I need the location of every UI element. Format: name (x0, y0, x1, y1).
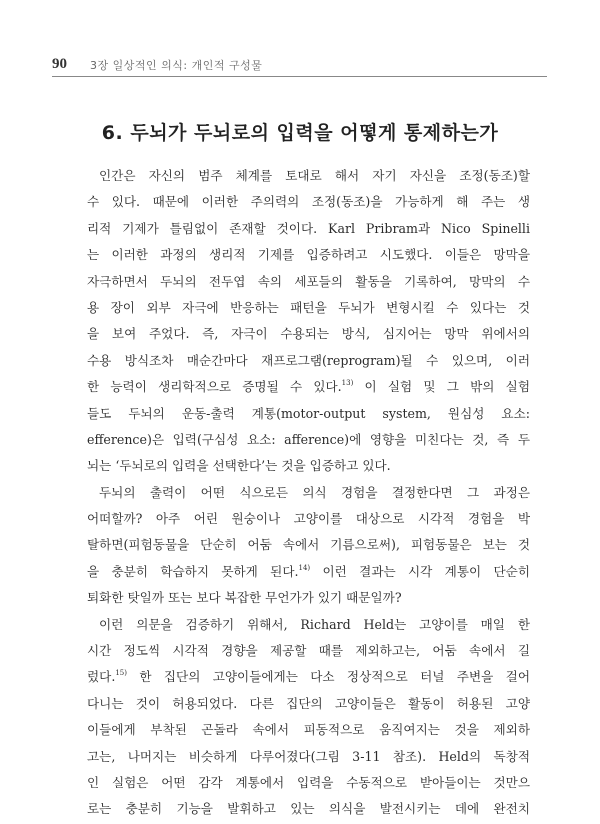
line-text: 리적 기제가 틀림없이 존재할 것이다. Karl Pribram과 Nico Spinelli (87, 220, 530, 236)
section-title: 6. 두뇌가 두뇌로의 입력을 어떻게 통제하는가 (101, 122, 499, 144)
text-line (87, 163, 530, 189)
line-text: 렀다. (87, 669, 116, 685)
page-number: 90 (52, 56, 67, 72)
line-text: 인간은 자신의 범주 체계를 토대로 해서 자기 자신을 조정(동조)할 (99, 168, 530, 183)
footnote-marker: 13) (341, 379, 354, 388)
text-line (87, 717, 530, 743)
line-text-continued: 한 집단의 고양이들에게는 다소 정상적으로 터널 주변을 걸어 (126, 669, 530, 685)
text-line (87, 532, 530, 558)
text-line (87, 770, 530, 796)
line-text: 뇌는 ‘두뇌로의 입력을 선택한다’는 것을 입증하고 있다. (87, 458, 391, 474)
line-text: 고는, 나머지는 비슷하게 다루어졌다(그림 3-11 참조). Held의 독창적 (87, 748, 530, 764)
line-text: 는 이러한 과정의 생리적 기제를 입증하려고 시도했다. 이들은 망막을 (87, 247, 530, 263)
text-line (87, 691, 530, 717)
line-text: 을 보여 주었다. 즉, 자극이 수용되는 방식, 심지어는 망막 위에서의 (87, 326, 530, 342)
footnote-marker: 14) (298, 563, 311, 572)
text-line (87, 348, 530, 374)
line-text: 두뇌의 출력이 어떤 식으로든 의식 경험을 결정한다면 그 과정은 (99, 484, 530, 500)
text-line (87, 321, 530, 347)
text-line (87, 374, 530, 400)
footnote-marker: 15) (115, 669, 127, 678)
line-text: 자극하면서 두뇌의 전두엽 속의 세포들의 활동을 기록하여, 망막의 수 (87, 273, 530, 289)
text-line (87, 427, 530, 453)
line-text: 들도 두뇌의 운동-출력 계통(motor-output system, 원심성 요소: (87, 405, 530, 421)
text-line (87, 585, 530, 611)
text-line (87, 664, 530, 690)
line-text: 로는 충분히 기능을 발휘하고 있는 의식을 발전시키는 데에 완전치 (87, 801, 530, 817)
line-text: efference)은 입력(구심성 요소: afference)에 영향을 미친다는 것, 즉 두 (87, 431, 530, 447)
line-text: 어떠할까? 아주 어린 원숭이나 고양이를 대상으로 시각적 경험을 박 (87, 511, 530, 527)
running-head-chapter: 3장 일상적인 의식: 개인적 구성물 (90, 59, 263, 72)
line-text: 수용 방식조차 매순간마다 재프로그램(reprogram)될 수 있으며, 이러 (87, 352, 530, 368)
text-line (87, 269, 530, 295)
page-header (52, 52, 547, 77)
line-text: 수 있다. 때문에 이러한 주의력의 조정(동조)을 가능하게 해 주는 생 (87, 194, 530, 210)
text-line (87, 506, 530, 532)
text-line (87, 796, 530, 822)
line-text-continued: 이런 결과는 시각 계통이 단순히 (310, 563, 530, 579)
line-text: 한 능력이 생리학적으로 증명될 수 있다. (87, 379, 342, 395)
line-text: 을 충분히 학습하지 못하게 된다. (87, 563, 299, 579)
text-line (87, 638, 530, 664)
text-line (87, 453, 530, 479)
line-text-continued: 이 실험 및 그 밖의 실험 (353, 379, 530, 395)
line-text: 다니는 것이 허용되었다. 다른 집단의 고양이들은 활동이 허용된 고양 (87, 695, 530, 711)
text-line (87, 612, 530, 638)
line-text: 용 장이 외부 자극에 반응하는 패턴을 두뇌가 변형시킬 수 있다는 것 (87, 299, 530, 315)
text-line (87, 480, 530, 506)
body-text (87, 163, 530, 823)
text-line (87, 216, 530, 242)
text-line (87, 744, 530, 770)
line-text: 이런 의문을 검증하기 위해서, Richard Held는 고양이를 매일 한 (99, 616, 530, 632)
line-text: 시간 정도씩 시각적 경향을 제공할 때를 제외하고는, 어둠 속에서 길 (87, 643, 530, 659)
text-line (87, 295, 530, 321)
line-text: 인 실험은 어떤 감각 계통에서 입력을 수동적으로 받아들이는 것만으 (87, 774, 530, 790)
text-line (87, 242, 530, 268)
text-line (87, 401, 530, 427)
line-text: 탈하면(피험동물을 단순히 어둠 속에서 기름으로써), 피험동물은 보는 것 (87, 537, 530, 553)
line-text: 이들에게 부착된 곤돌라 속에서 피동적으로 움직여지는 것을 제외하 (87, 722, 530, 738)
line-text: 퇴화한 탓일까 또는 보다 복잡한 무언가가 있기 때문일까? (87, 590, 402, 606)
text-line (87, 189, 530, 215)
text-line (87, 559, 530, 585)
